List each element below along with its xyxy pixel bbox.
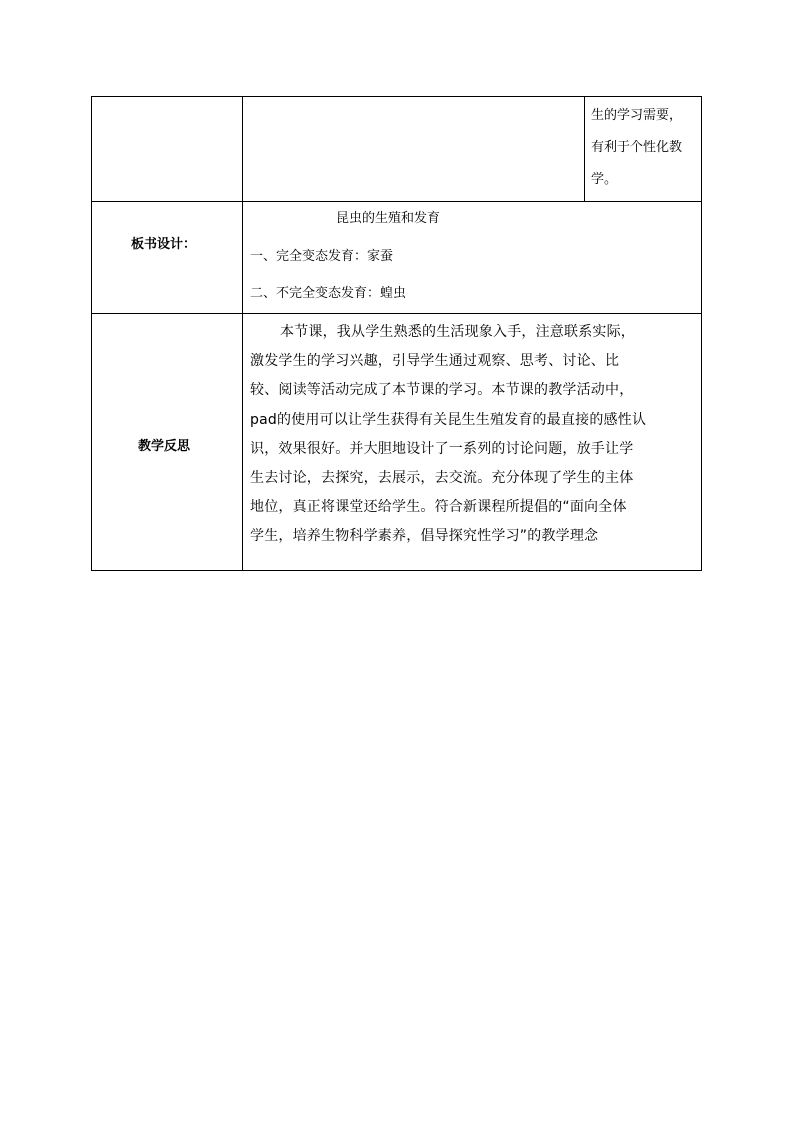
column-divider bbox=[242, 96, 243, 571]
board-design-title: 昆虫的生殖和发育 bbox=[336, 211, 441, 226]
reflection-line-1: 本节课，我从学生熟悉的生活现象入手，注意联系实际， bbox=[280, 324, 635, 340]
board-design-item-1: 一、完全变态发育：家蚕 bbox=[250, 249, 394, 264]
reflection-line-2: 激发学生的学习兴趣，引导学生通过观察、思考、讨论、比 bbox=[250, 353, 620, 370]
reflection-line-6: 生去讨论，去探究，去展示，去交流。充分体现了学生的主体 bbox=[250, 470, 634, 487]
board-design-label: 板书设计： bbox=[131, 237, 197, 252]
row1-inner-divider bbox=[584, 96, 585, 202]
row1-line-3: 学。 bbox=[591, 172, 618, 187]
reflection-line-4: pad的使用可以让学生获得有关昆生生殖发育的最直接的感性认 bbox=[250, 411, 647, 428]
reflection-line-7: 地位，真正将课堂还给学生。符合新课程所提倡的“面向全体 bbox=[250, 499, 627, 516]
reflection-paragraph bbox=[250, 318, 696, 552]
reflection-line-5: 识，效果很好。并大胆地设计了一系列的讨论问题，放手让学 bbox=[250, 440, 634, 457]
reflection-line-3: 较、阅读等活动完成了本节课的学习。本节课的教学活动中， bbox=[250, 382, 634, 399]
board-design-item-2: 二、不完全变态发育：蝗虫 bbox=[250, 286, 407, 301]
row-divider-1 bbox=[91, 201, 702, 202]
reflection-label: 教学反思 bbox=[138, 439, 191, 454]
reflection-line-8: 学生，培养生物科学素养，倡导探究性学习”的教学理念 bbox=[250, 528, 599, 545]
row-divider-2 bbox=[91, 313, 702, 314]
row1-line-1: 生的学习需要， bbox=[591, 108, 683, 123]
row1-line-2: 有利于个性化教 bbox=[591, 140, 683, 155]
